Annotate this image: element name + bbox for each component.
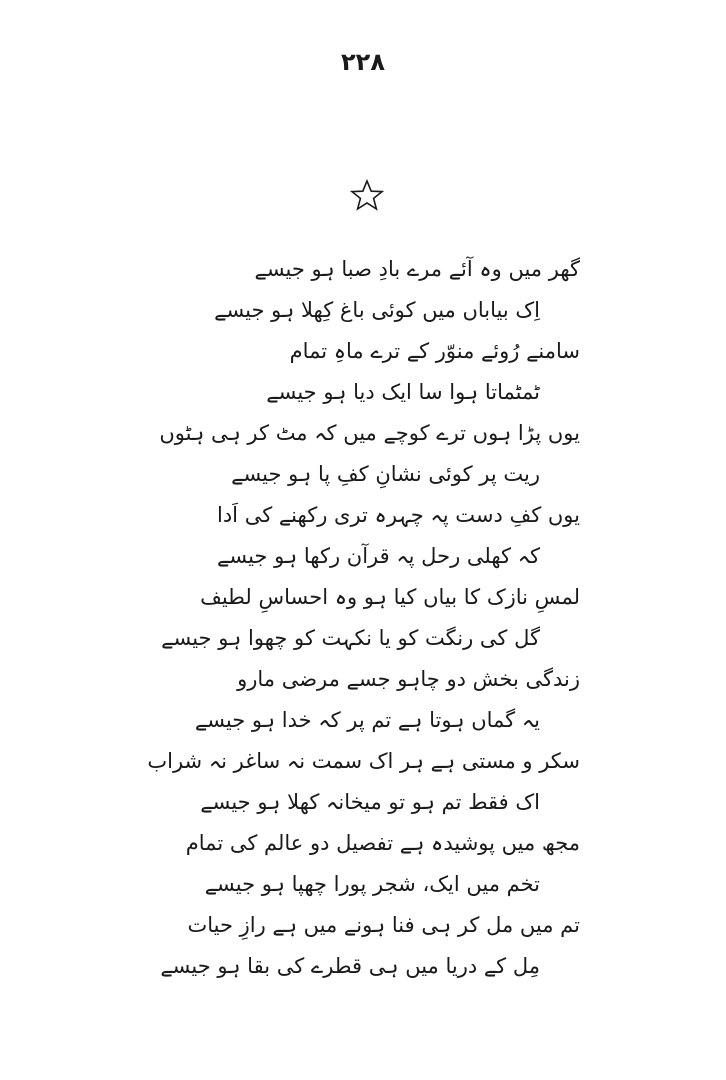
couplet bbox=[0, 828, 726, 910]
misra-first: مجھ میں پوشیدہ ہے تفصیل دو عالم کی تمام bbox=[185, 831, 580, 855]
couplet bbox=[0, 254, 726, 336]
couplet bbox=[0, 418, 726, 500]
misra-second: تخم میں ایک، شجر پورا چھپا ہو جیسے bbox=[204, 872, 540, 896]
misra-first: لمسِ نازک کا بیاں کیا ہو وہ احساسِ لطیف bbox=[200, 585, 580, 609]
misra-second: گل کی رنگت کو یا نکہت کو چھوا ہو جیسے bbox=[161, 626, 540, 650]
misra-first: یوں پڑا ہوں ترے کوچے میں کہ مٹ کر ہی ہٹوں bbox=[159, 421, 580, 445]
misra-second: مِل کے دریا میں ہی قطرے کی بقا ہو جیسے bbox=[160, 954, 540, 978]
couplet bbox=[0, 582, 726, 664]
star-outline-icon bbox=[349, 178, 385, 214]
misra-second: ٹمٹماتا ہوا سا ایک دیا ہو جیسے bbox=[266, 380, 540, 404]
misra-second: اِک بیاباں میں کوئی باغ کِھلا ہو جیسے bbox=[214, 298, 540, 322]
misra-first: زندگی بخش دو چاہو جسے مرضی مارو bbox=[237, 667, 580, 691]
misra-first: سامنے رُوئے منوّر کے ترے ماہِ تمام bbox=[289, 339, 580, 363]
misra-second: اک فقط تم ہو تو میخانہ کھلا ہو جیسے bbox=[200, 790, 540, 814]
couplet bbox=[0, 664, 726, 746]
misra-second: کہ کھلی رحل پہ قرآن رکھا ہو جیسے bbox=[217, 544, 540, 568]
misra-first: تم میں مل کر ہی فنا ہونے میں ہے رازِ حیات bbox=[187, 913, 580, 937]
ghazal bbox=[0, 254, 726, 994]
page-number: ۲۲۸ bbox=[341, 48, 385, 76]
misra-first: یوں کفِ دست پہ چہرہ تری رکھنے کی اَدا bbox=[217, 503, 580, 527]
couplet bbox=[0, 336, 726, 418]
misra-second: ریت پر کوئی نشانِ کفِ پا ہو جیسے bbox=[231, 462, 540, 486]
couplet bbox=[0, 910, 726, 992]
misra-first: سکر و مستی ہے ہر اک سمت نہ ساغر نہ شراب bbox=[147, 749, 580, 773]
couplet bbox=[0, 500, 726, 582]
couplet bbox=[0, 746, 726, 828]
misra-first: گھر میں وہ آئے مرے بادِ صبا ہو جیسے bbox=[254, 257, 580, 281]
misra-second: یہ گماں ہوتا ہے تم پر کہ خدا ہو جیسے bbox=[194, 708, 540, 732]
